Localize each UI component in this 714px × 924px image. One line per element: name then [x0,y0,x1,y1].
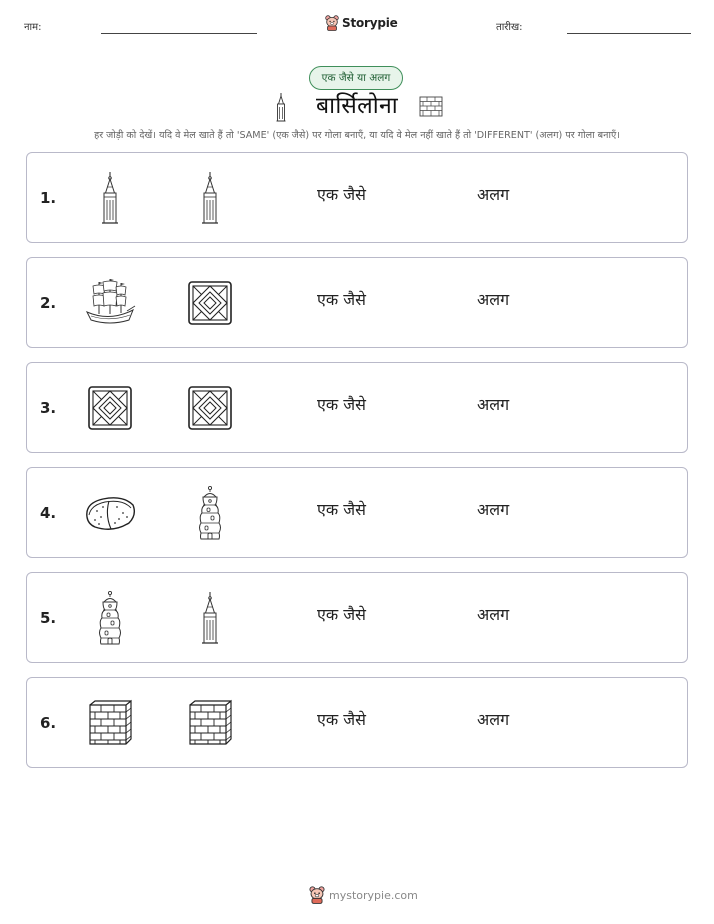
footer-site[interactable]: mystorypie.com [329,888,418,902]
same-option[interactable]: एक जैसे [317,185,366,204]
name-label: नाम: [24,22,42,33]
same-option[interactable]: एक जैसे [317,500,366,519]
row-number: 5. [40,609,57,627]
bear-logo-icon [325,15,339,31]
instructions-text: हर जोड़ी को देखें। यदि वे मेल खाते हैं तो 'SAME' (एक जैसे) पर गोला बनाएँ, या यदि वे मेल नहीं खाते हैं तो 'DIFFERENT' (अलग) पर गोला बनाएँ। [94,130,620,141]
comparison-row [26,572,688,663]
row-number: 2. [40,294,57,312]
brand-logo [325,13,398,33]
comparison-row [26,257,688,348]
brick-wall-icon [183,696,237,750]
different-option[interactable]: अलग [477,710,510,729]
different-option[interactable]: अलग [477,290,510,309]
spire-icon [183,171,237,225]
tower-icon [83,591,137,645]
name-line[interactable] [101,33,257,34]
comparison-row [26,467,688,558]
comparison-row [26,152,688,243]
different-option[interactable]: अलग [477,395,510,414]
brand-name: Storypie [342,16,398,30]
footer [309,884,418,906]
spire-icon [83,171,137,225]
worksheet-type-badge: एक जैसे या अलग [309,66,403,90]
tile-icon [83,381,137,435]
row-number: 6. [40,714,57,732]
same-option[interactable]: एक जैसे [317,290,366,309]
date-label: तारीख: [496,22,523,33]
bear-logo-icon [309,886,325,904]
brick-wall-icon [418,93,444,119]
brick-wall-icon [83,696,137,750]
row-number: 4. [40,504,57,522]
spire-icon [183,591,237,645]
same-option[interactable]: एक जैसे [317,710,366,729]
tile-icon [183,276,237,330]
page-title: बार्सिलोना [315,93,399,119]
tile-icon [183,381,237,435]
same-option[interactable]: एक जैसे [317,605,366,624]
bread-icon [83,486,137,540]
spire-icon [274,92,288,122]
different-option[interactable]: अलग [477,500,510,519]
different-option[interactable]: अलग [477,605,510,624]
date-line[interactable] [567,33,691,34]
comparison-row [26,362,688,453]
row-number: 3. [40,399,57,417]
ship-icon [83,276,137,330]
same-option[interactable]: एक जैसे [317,395,366,414]
tower-icon [183,486,237,540]
different-option[interactable]: अलग [477,185,510,204]
row-number: 1. [40,189,57,207]
comparison-row [26,677,688,768]
